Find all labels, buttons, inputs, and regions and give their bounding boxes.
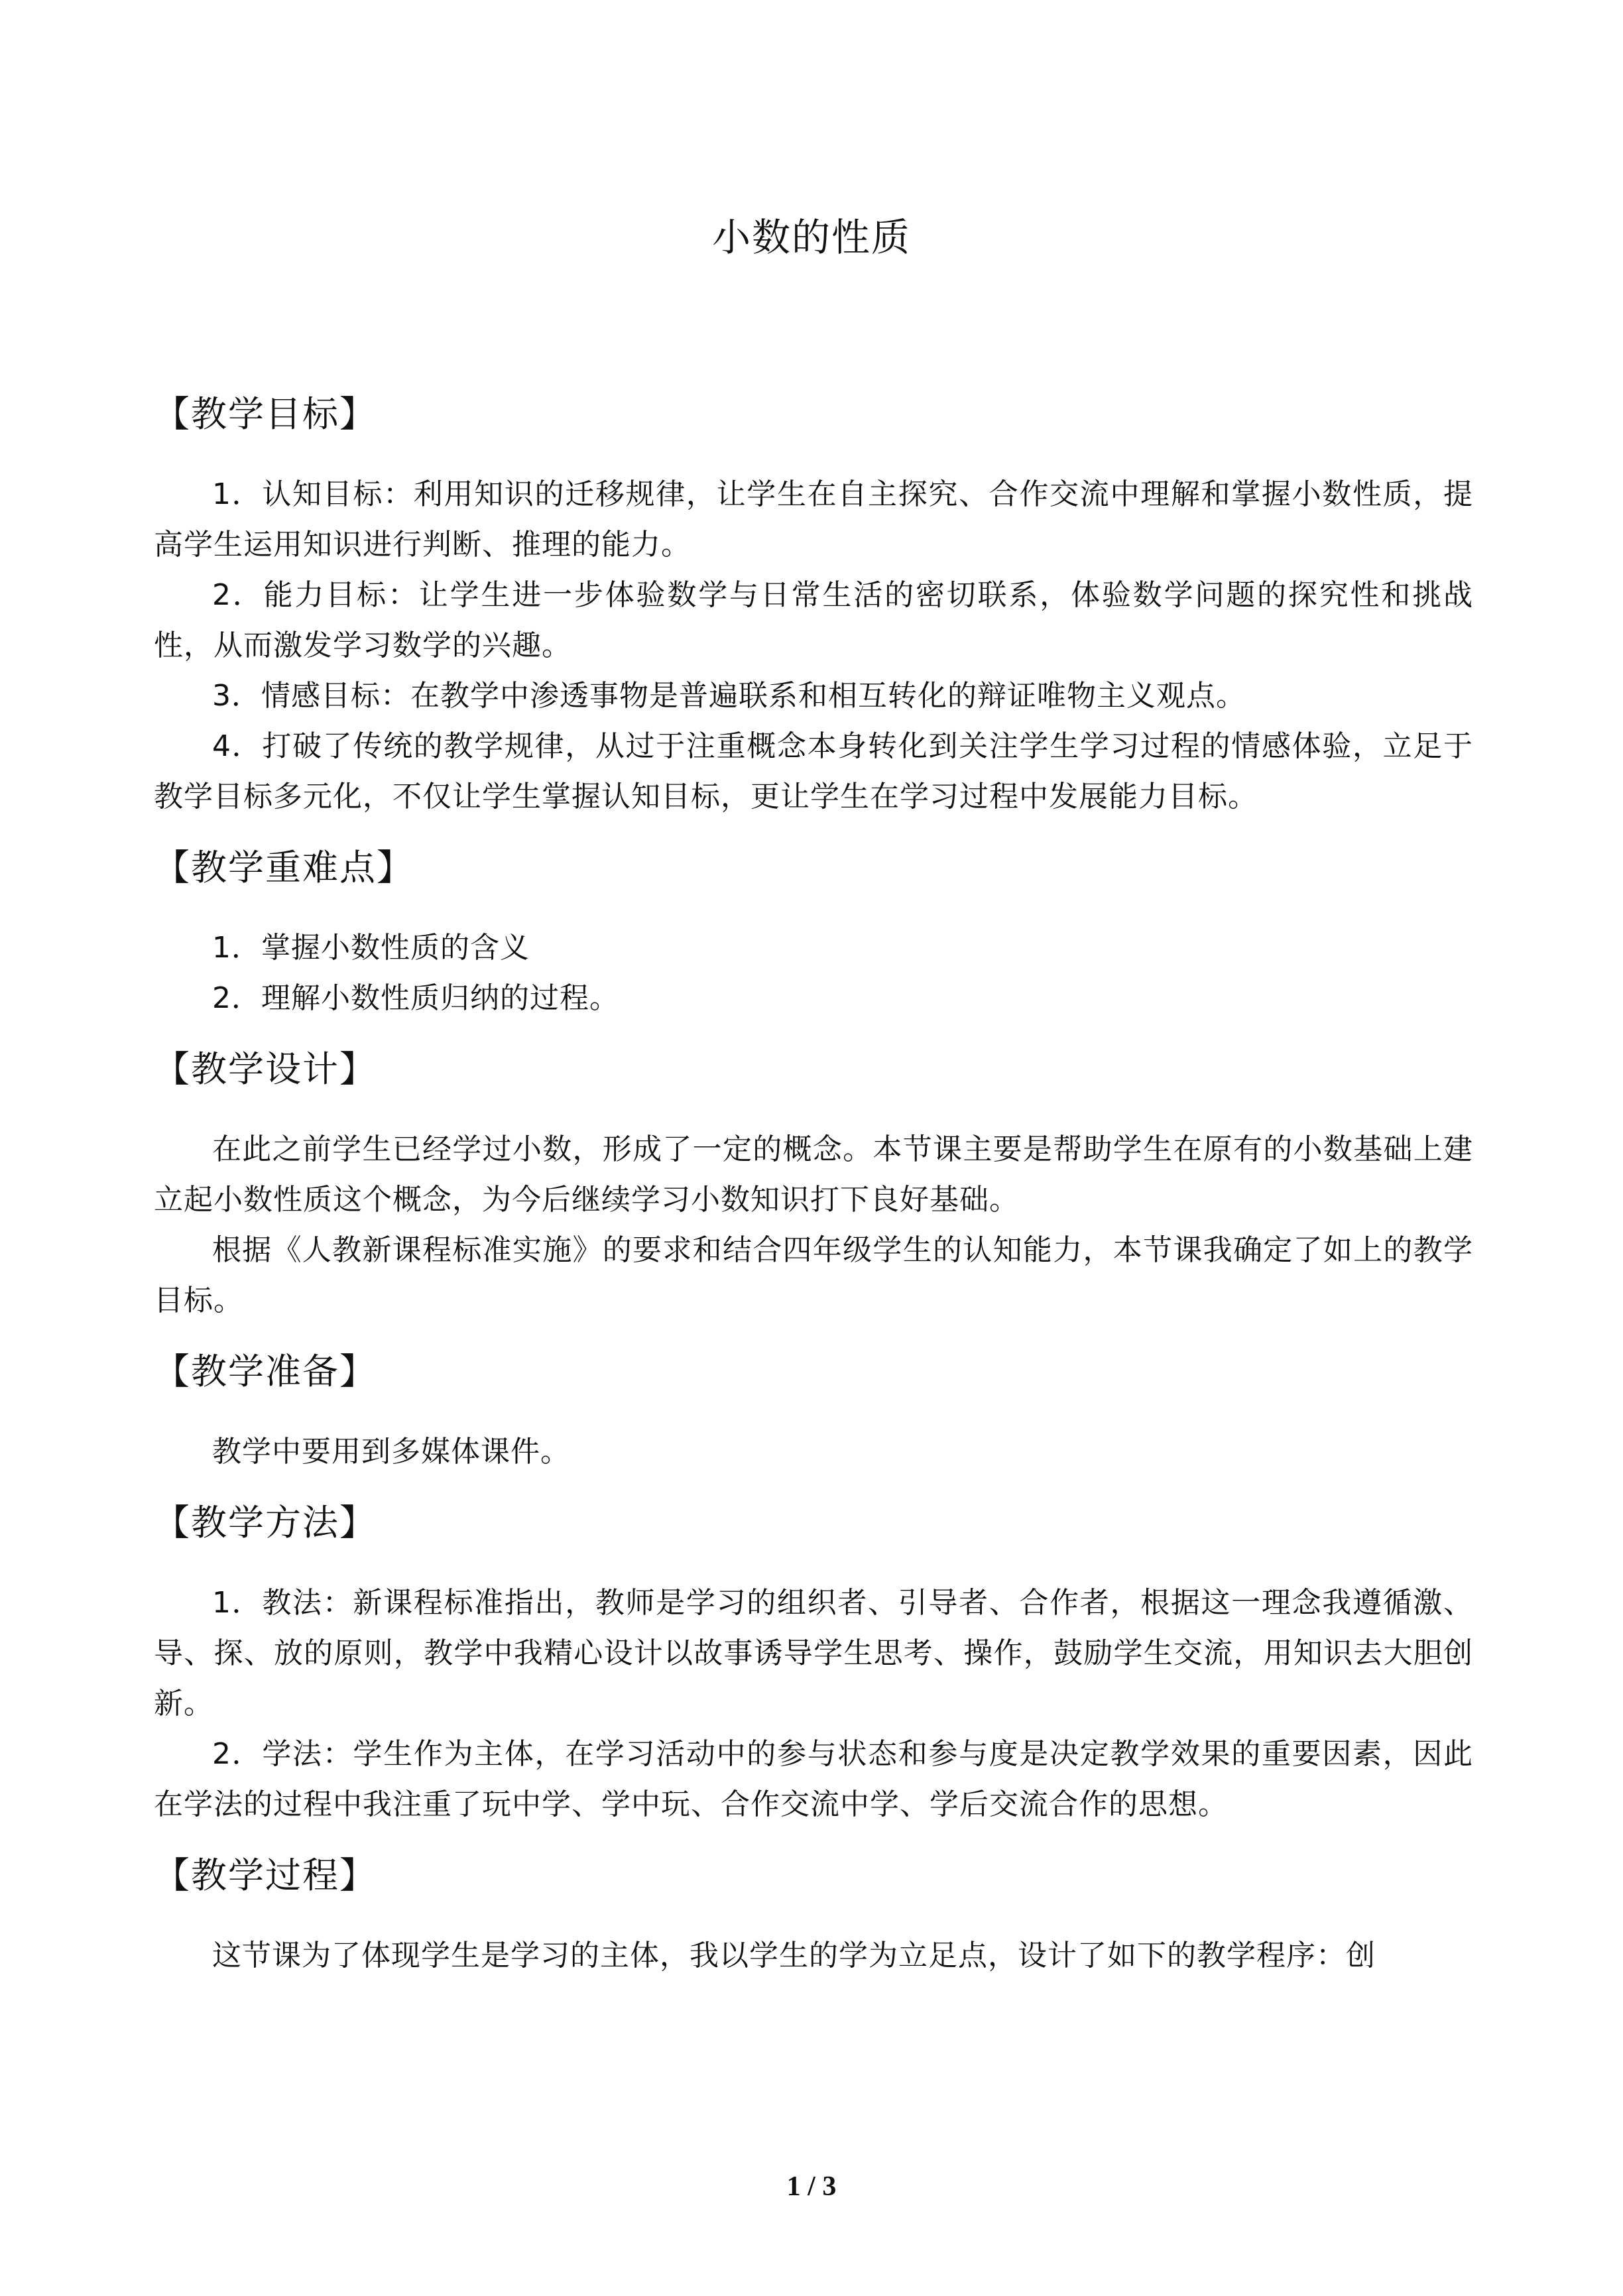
document-body <box>154 371 1473 1981</box>
paragraph: 1．掌握小数性质的含义 <box>212 931 530 965</box>
paragraph: 1．教法：新课程标准指出，教师是学习的组织者、引导者、合作者，根据这一理念我遵循激、导、探、放的原则，教学中我精心设计以故事诱导学生思考、操作，鼓励学生交流，用知识去大胆创新。 <box>154 1586 1473 1721</box>
paragraph: 2．能力目标：让学生进一步体验数学与日常生活的密切联系，体验数学问题的探究性和挑战性，从而激发学习数学的兴趣。 <box>154 578 1473 662</box>
section-heading-teaching-objectives: 【教学目标】 <box>154 393 377 435</box>
paragraph: 教学中要用到多媒体课件。 <box>212 1435 570 1469</box>
paragraph: 在此之前学生已经学过小数，形成了一定的概念。本节课主要是帮助学生在原有的小数基础上建立起小数性质这个概念，为今后继续学习小数知识打下良好基础。 <box>154 1132 1473 1217</box>
section-heading-teaching-preparation: 【教学准备】 <box>154 1351 377 1392</box>
page-number: 1 / 3 <box>786 2171 837 2202</box>
section-heading-teaching-methods: 【教学方法】 <box>154 1502 377 1543</box>
paragraph: 2．学法：学生作为主体，在学习活动中的参与状态和参与度是决定教学效果的重要因素，因此在学法的过程中我注重了玩中学、学中玩、合作交流中学、学后交流合作的思想。 <box>154 1737 1473 1821</box>
document-title: 小数的性质 <box>711 215 911 260</box>
paragraph: 根据《人教新课程标准实施》的要求和结合四年级学生的认知能力，本节课我确定了如上的教学目标。 <box>154 1233 1473 1317</box>
section-heading-key-points: 【教学重难点】 <box>154 847 414 888</box>
section-heading-teaching-design: 【教学设计】 <box>154 1048 377 1090</box>
paragraph: 3．情感目标：在教学中渗透事物是普遍联系和相互转化的辩证唯物主义观点。 <box>212 679 1246 713</box>
paragraph: 这节课为了体现学生是学习的主体，我以学生的学为立足点，设计了如下的教学程序：创 <box>212 1939 1376 1972</box>
paragraph: 2．理解小数性质归纳的过程。 <box>212 981 619 1015</box>
section-heading-teaching-process: 【教学过程】 <box>154 1854 377 1896</box>
paragraph: 1．认知目标：利用知识的迁移规律，让学生在自主探究、合作交流中理解和掌握小数性质，提高学生运用知识进行判断、推理的能力。 <box>154 477 1473 562</box>
paragraph: 4．打破了传统的教学规律，从过于注重概念本身转化到关注学生学习过程的情感体验，立足于教学目标多元化，不仅让学生掌握认知目标，更让学生在学习过程中发展能力目标。 <box>154 729 1473 814</box>
